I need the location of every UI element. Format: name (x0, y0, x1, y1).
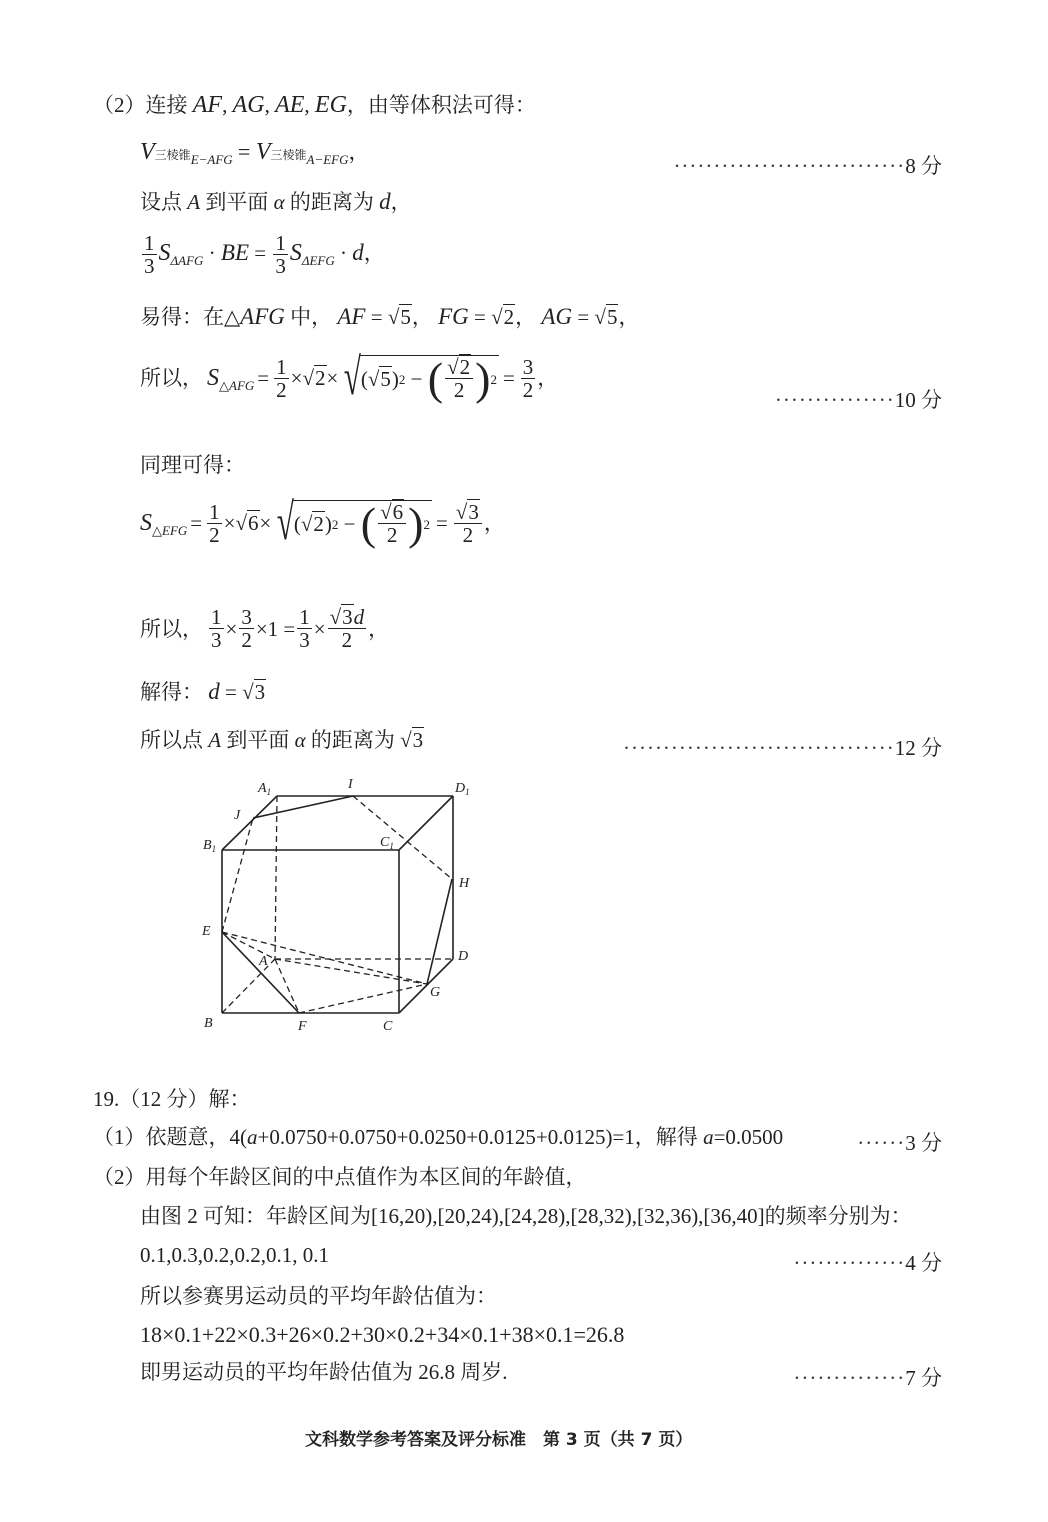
volume-substitution: 所以， $\frac{1}{3}$ × $\frac{3}{2}$ ×1 = $\frac{1}{3}$ × $\frac{√3d}{2}$ ， (140, 605, 390, 653)
label-C1: $C_1$ (380, 835, 394, 851)
label-D: D (458, 949, 469, 964)
label-F: F (298, 1019, 307, 1034)
part2-conclusion: 所以点 A 到平面 α 的距离为 √3 (140, 728, 424, 752)
triangle-afg-sides: 易得：在△AFG 中， AF = √5， FG = √2， AG = √5， (140, 304, 640, 329)
score-12: ··································12 分 (622, 736, 942, 760)
set-distance-d: 设点 A 到平面 α 的距离为 d， (140, 189, 412, 214)
score-10: ···············10 分 (774, 388, 942, 412)
q19-intervals: 由图 2 可知：年龄区间为[16,20),[20,24),[24,28),[28,32),[32,36),[36,40]的频率分别为： (140, 1204, 912, 1228)
area-efg-formula: $S_{\triangle EFG}$ = $\frac{1}{2}$ ×√ 6 × √ (√ 2 ) 2 − ( $\frac{√6}{2}$ ) 2 = $\frac{√3}{2}$ ， (140, 494, 505, 551)
label-J: J (234, 808, 241, 823)
label-C: C (383, 1019, 393, 1034)
volume-equation: V三棱锥$_{E-AFG}$ = V三棱锥$_{A-EFG}$， (140, 139, 370, 167)
label-D1: $D_1$ (455, 781, 470, 797)
label-H: H (459, 876, 470, 891)
q19-part1: （1）依题意，4(a+0.0750+0.0750+0.0250+0.0125+0.0125)=1，解得 a=0.0500 (93, 1125, 784, 1149)
label-G: G (430, 985, 441, 1000)
area-equation: $\frac{1}{3}$ $S_{\Delta AFG}$ · BE = $\frac{1}{3}$ $S_{\Delta EFG} \cdot d$， (144, 231, 385, 279)
area-afg-formula: 所以， $S_{\triangle AFG}$ = $\frac{1}{2}$ ×√ 2 × √ (√ 5 ) 2 − ( $\frac{√2}{2}$ ) 2 = $\frac{3}{2}$ ， (140, 349, 559, 406)
q19-avg-calc: 18×0.1+22×0.3+26×0.2+30×0.2+34×0.1+38×0.1=26.8 (140, 1322, 625, 1347)
solve-d: 解得： d = √3 (140, 679, 266, 704)
score-3: ······3 分 (857, 1131, 942, 1155)
score-7: ··············7 分 (793, 1366, 942, 1390)
label-A1: $A_1$ (258, 781, 272, 797)
q19-part2-intro: （2）用每个年龄区间的中点值作为本区间的年龄值， (93, 1165, 587, 1189)
page-footer: 文科数学参考答案及评分标准 第 3 页（共 7 页） (305, 1430, 693, 1450)
part2-intro: （2）连接 AF, AG, AE, EG，由等体积法可得： (93, 92, 536, 118)
label-I: I (348, 777, 353, 792)
label-B: B (204, 1016, 213, 1031)
label-A: A (259, 954, 268, 969)
q19-frequencies: 0.1,0.3,0.2,0.2,0.1, 0.1 (140, 1243, 329, 1267)
score-8: ·····························8 分 (673, 154, 942, 178)
similarly-label: 同理可得： (140, 453, 245, 477)
score-4: ··············4 分 (793, 1251, 942, 1275)
q19-avg-intro: 所以参赛男运动员的平均年龄估值为： (140, 1284, 497, 1308)
q19-avg-result: 即男运动员的平均年龄估值为 26.8 周岁. (140, 1360, 508, 1384)
label-E: E (202, 924, 211, 939)
q19-header: 19.（12 分）解： (93, 1087, 251, 1111)
label-B1: $B_1$ (203, 838, 217, 854)
